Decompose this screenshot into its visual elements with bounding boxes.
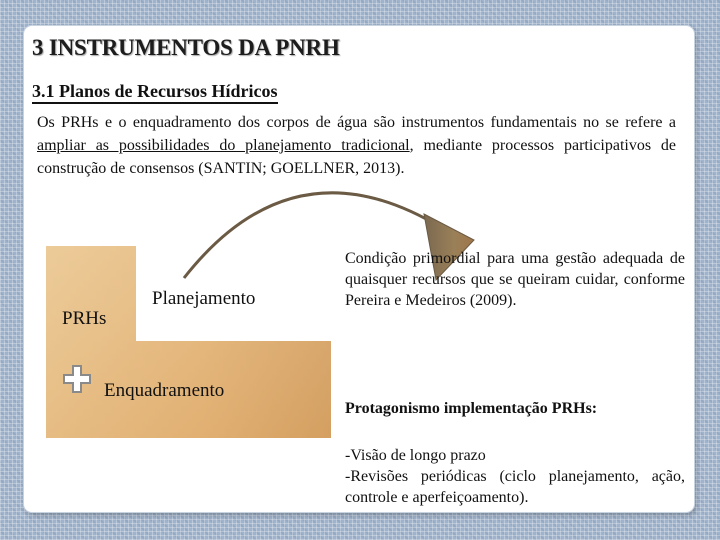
intro-text-start: Os PRHs e o enquadramento dos corpos de água são instrumentos fundamentais no se refere a: [37, 114, 676, 131]
list-item: -Visão de longo prazo: [345, 447, 486, 464]
condition-paragraph: Condição primordial para uma gestão adequada de quaisquer recursos que se queiram cuidar, conforme Pereira e Medeiros (2009).: [345, 250, 685, 309]
prhs-label: PRHs: [62, 308, 107, 329]
slide-title: 3 INSTRUMENTOS DA PNRH: [32, 35, 340, 60]
list-item: -Revisões periódicas (ciclo planejamento, ação, controle e aperfeiçoamento).: [345, 468, 685, 506]
section-subtitle: 3.1 Planos de Recursos Hídricos: [32, 81, 278, 104]
protagonism-heading: Protagonismo implementação PRHs:: [345, 400, 598, 417]
intro-text-end: , mediante processos participativos de construção de consensos (SANTIN; GOELLNER, 2013).: [37, 137, 676, 177]
intro-underlined-text: ampliar as possibilidades do planejamento tradicional: [37, 137, 410, 154]
prhs-diagram: [46, 246, 331, 438]
planejamento-label: Planejamento: [152, 288, 256, 309]
enquadramento-label: Enquadramento: [104, 380, 225, 401]
protagonism-list: [345, 445, 685, 508]
slide: [24, 26, 694, 512]
plus-icon: [62, 364, 92, 394]
